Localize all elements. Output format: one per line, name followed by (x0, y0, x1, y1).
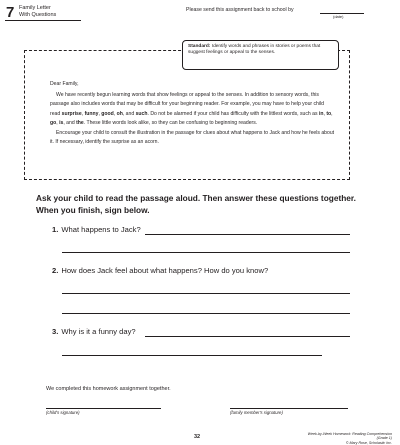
vocab-word: funny (84, 110, 99, 117)
date-label: (date) (333, 14, 344, 19)
vocab-word: is (59, 120, 64, 126)
footer-credit (300, 432, 392, 445)
page-number: 32 (194, 434, 201, 440)
vocab-word: surprise (61, 110, 82, 117)
question-text: Why is it a funny day? (61, 327, 136, 336)
standard-text: Identify words and phrases in stories or poems that suggest feelings or appeal to the senses. (188, 44, 321, 56)
header-rule (5, 20, 81, 21)
lesson-label (19, 5, 79, 18)
credit-line: Week-by-Week Homework: Reading Comprehension (Grade 1) (307, 432, 392, 441)
vocab-word: to (326, 110, 332, 117)
letter-paragraph-1: We have recently begun learning words that show feelings or appeal to the senses. In addition to sensory words, this passage also includes words that may be difficult for your beginning reader. For example, you may have to help your child read surprise, funny, good, oh, and such. Do not be alarmed if your child has difficulty with the littlest words, such as in, to, go, is, and the. These little words look alike, so they can be confusing to beginning readers. (50, 91, 333, 126)
vocab-word: good (101, 110, 114, 117)
lesson-number: 7 (6, 4, 15, 21)
letter-text: . Do not be alarmed if your child has difficulty with the littlest words, such as (147, 110, 319, 117)
lesson-label-line1: Family Letter (19, 5, 51, 11)
question-3 (52, 327, 136, 337)
family-signature-line[interactable] (230, 408, 348, 409)
letter-greeting: Dear Family, (50, 81, 79, 87)
question-number: 3. (52, 327, 59, 336)
answer-line[interactable] (62, 313, 350, 314)
child-signature-label: (child's signature) (46, 410, 80, 415)
family-signature-label: (family member's signature) (230, 410, 283, 415)
completion-statement: We completed this homework assignment together. (46, 386, 171, 392)
answer-line[interactable] (62, 355, 322, 356)
credit-line: © Mary Rose, Scholastic Inc. (345, 440, 392, 445)
letter-text: and (125, 110, 135, 117)
question-number: 1. (52, 225, 59, 234)
send-back-text: Please send this assignment back to school by (186, 7, 294, 13)
question-text: How does Jack feel about what happens? How do you know? (61, 266, 269, 275)
answer-line[interactable] (62, 252, 350, 253)
vocab-word: oh (116, 110, 123, 117)
answer-line[interactable] (145, 234, 350, 235)
question-text: What happens to Jack? (61, 225, 141, 234)
question-number: 2. (52, 266, 59, 275)
letter-paragraph-2: Encourage your child to consult the illustration in the passage for clues about what happens to Jack and how he feels about it. If necessary, identify the surprise as an acorn. (50, 129, 335, 145)
answer-line[interactable] (62, 293, 350, 294)
lesson-label-line2: With Questions (19, 11, 57, 18)
question-1 (52, 225, 141, 235)
letter-text: We have recently begun learning words that show feelings or appeal to the senses. In addition to sensory words, this passage also includes words that may be difficult for your beginning reader. For example, you may have to help your child read (50, 91, 324, 117)
vocab-word: go (50, 120, 57, 126)
vocab-word: the (76, 120, 84, 126)
question-2 (52, 266, 268, 276)
standard-label: Standard: (188, 44, 211, 49)
standard-callout (182, 40, 339, 70)
vocab-word: in (318, 110, 324, 117)
child-signature-line[interactable] (46, 408, 161, 409)
vocab-word: such (135, 110, 148, 117)
instructions: Ask your child to read the passage aloud. Then answer these questions together. When you finish, sign below. (36, 193, 356, 215)
letter-text: and (66, 120, 75, 126)
family-letter (50, 80, 335, 148)
answer-line[interactable] (145, 336, 350, 337)
letter-text: . These little words look alike, so they can be confusing to beginning readers. (83, 120, 258, 126)
